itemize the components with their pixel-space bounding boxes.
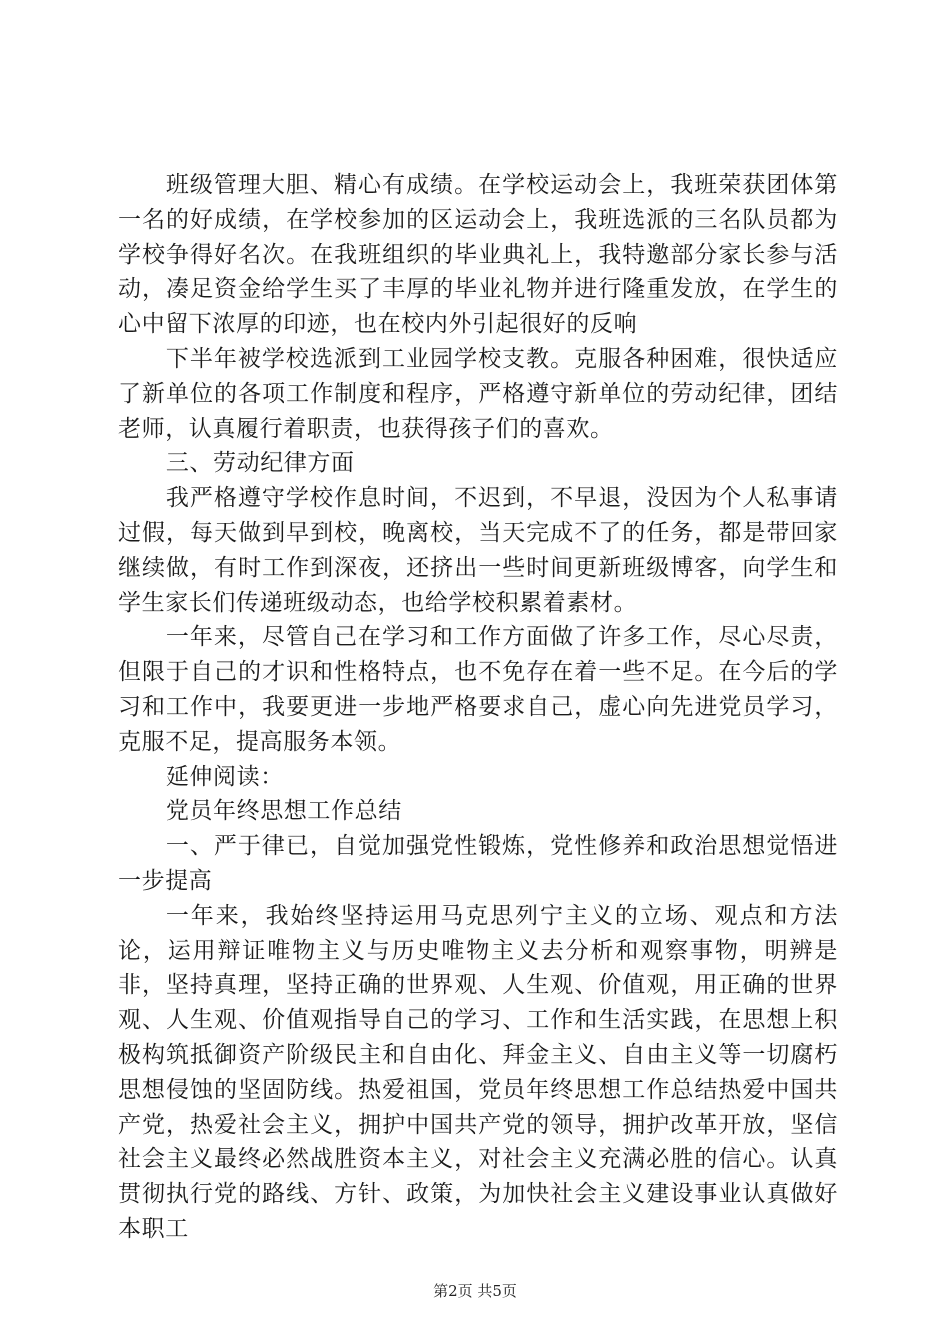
paragraph-teaching-support: 下半年被学校选派到工业园学校支教。克服各种困难，很快适应了新单位的各项工作制度和程序，严格遵守新单位的劳动纪律，团结老师，认真履行着职责，也获得孩子们的喜欢。 (118, 345, 838, 442)
section-heading-self-discipline: 一、严于律已，自觉加强党性锻炼，党性修养和政治思想觉悟进一步提高 (118, 833, 838, 894)
extended-reading-label: 延伸阅读： (165, 763, 284, 790)
article-title: 党员年终思想工作总结 (165, 798, 402, 825)
section-heading-labor-discipline: 三、劳动纪律方面 (165, 450, 355, 477)
paragraph-labor-discipline: 我严格遵守学校作息时间，不迟到，不早退，没因为个人私事请过假，每天做到早到校，晚离校，当天完成不了的任务，都是带回家继续做，有时工作到深夜，还挤出一些时间更新班级博客，向学生和学生家长们传递班级动态，也给学校积累着素材。 (118, 485, 838, 616)
paragraph-political-thought: 一年来，我始终坚持运用马克思列宁主义的立场、观点和方法论，运用辩证唯物主义与历史唯物主义去分析和观察事物，明辨是非，坚持真理，坚持正确的世界观、人生观、价值观，用正确的世界观、人生观、价值观指导自己的学习、工作和生活实践，在思想上积极构筑抵御资产阶级民主和自由化、拜金主义、自由主义等一切腐朽思想侵蚀的坚固防线。热爱祖国，党员年终思想工作总结热爱中国共产党，热爱社会主义，拥护中国共产党的领导，拥护改革开放，坚信社会主义最终必然战胜资本主义，对社会主义充满必胜的信心。认真贯彻执行党的路线、方针、政策，为加快社会主义建设事业认真做好本职工 (118, 902, 838, 1242)
page-number-footer: 第2页 共5页 (433, 1282, 517, 1300)
paragraph-year-summary: 一年来，尽管自己在学习和工作方面做了许多工作，尽心尽责，但限于自己的才识和性格特点，也不免存在着一些不足。在今后的学习和工作中，我要更进一步地严格要求自己，虚心向先进党员学习，克服不足，提高服务本领。 (118, 624, 838, 755)
paragraph-class-management: 班级管理大胆、精心有成绩。在学校运动会上，我班荣获团体第一名的好成绩，在学校参加的区运动会上，我班选派的三名队员都为学校争得好名次。在我班组织的毕业典礼上，我特邀部分家长参与活动，凑足资金给学生买了丰厚的毕业礼物并进行隆重发放，在学生的心中留下浓厚的印迹，也在校内外引起很好的反响 (118, 172, 838, 338)
document-body (118, 168, 838, 1247)
